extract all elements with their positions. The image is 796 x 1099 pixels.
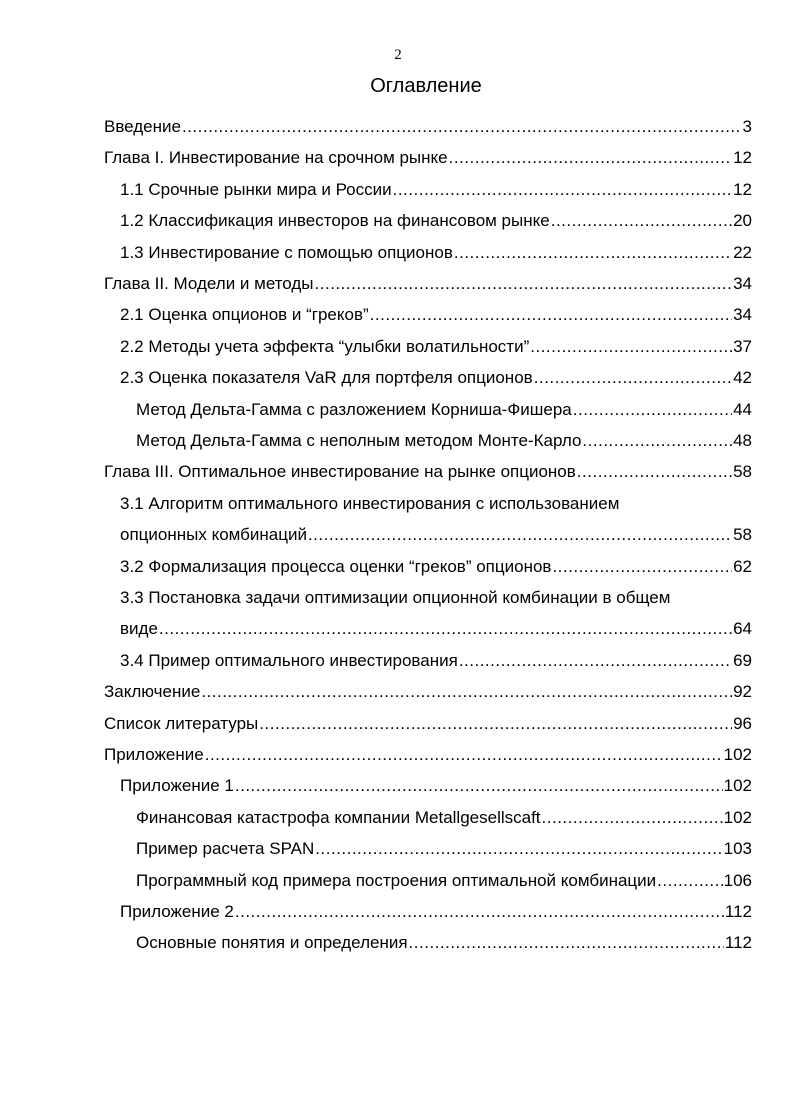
toc-entry-title: 2.2 Методы учета эффекта “улыбки волатильности” xyxy=(120,337,530,356)
toc-entry-title: 3.4 Пример оптимального инвестирования xyxy=(120,651,458,670)
toc-entry-page: 103 xyxy=(723,839,752,858)
toc-entry-page: 102 xyxy=(723,808,752,827)
toc-entry-title: 1.2 Классификация инвесторов на финансовом рынке xyxy=(120,211,550,230)
toc-entry[interactable] xyxy=(120,616,752,642)
toc-entry[interactable] xyxy=(104,145,752,171)
dot-leader xyxy=(552,554,732,580)
dot-leader xyxy=(542,805,723,831)
toc-entry-title: 3.1 Алгоритм оптимального инвестирования с использованием xyxy=(120,494,620,513)
toc-entry[interactable] xyxy=(120,334,752,360)
toc-entry-title: Глава II. Модели и методы xyxy=(104,274,314,293)
dot-leader xyxy=(530,334,732,360)
toc-entry-title: 2.3 Оценка показателя VaR для портфеля опционов xyxy=(120,368,533,387)
toc-entry-title: Приложение 1 xyxy=(120,776,234,795)
toc-entry-page: 34 xyxy=(733,305,752,324)
dot-leader xyxy=(657,868,722,894)
toc-entry-title: Метод Дельта-Гамма с разложением Корниша-Фишера xyxy=(136,400,572,419)
dot-leader xyxy=(577,459,732,485)
toc-entry[interactable] xyxy=(120,522,752,548)
toc-entry-page: 102 xyxy=(723,776,752,795)
toc-entry[interactable] xyxy=(136,868,752,894)
dot-leader xyxy=(393,177,732,203)
toc-entry-title: Список литературы xyxy=(104,714,259,733)
toc-entry[interactable] xyxy=(120,208,752,234)
toc-entry-title: Основные понятия и определения xyxy=(136,933,408,952)
toc-entry[interactable] xyxy=(120,899,752,925)
toc-entry-page: 69 xyxy=(733,651,752,670)
toc-entry[interactable] xyxy=(104,742,752,768)
toc-entry[interactable] xyxy=(120,648,752,674)
toc-entry-page: 44 xyxy=(733,400,752,419)
toc-entry-title: Приложение xyxy=(104,745,204,764)
toc-entry-title: Глава I. Инвестирование на срочном рынке xyxy=(104,148,448,167)
toc-entry-title: 3.2 Формализация процесса оценки “греков” опционов xyxy=(120,557,552,576)
toc-entry-title: опционных комбинаций xyxy=(120,525,307,544)
toc-entry[interactable] xyxy=(136,805,752,831)
dot-leader xyxy=(573,397,732,423)
toc-entry-page: 106 xyxy=(723,871,752,890)
toc-entry-title: 2.1 Оценка опционов и “греков” xyxy=(120,305,369,324)
toc-entry[interactable] xyxy=(120,773,752,799)
toc-entry-page: 102 xyxy=(723,745,752,764)
toc-entry-page: 92 xyxy=(733,682,752,701)
toc-entry-page: 58 xyxy=(733,525,752,544)
toc-entry-page: 48 xyxy=(733,431,752,450)
toc-entry-page: 58 xyxy=(733,462,752,481)
toc-entry[interactable] xyxy=(104,114,752,140)
dot-leader xyxy=(159,616,732,642)
dot-leader xyxy=(582,428,732,454)
dot-leader xyxy=(370,302,732,328)
toc-entry-page: 34 xyxy=(733,274,752,293)
toc-entry-page: 64 xyxy=(733,619,752,638)
toc-entry-title: 1.3 Инвестирование с помощью опционов xyxy=(120,243,453,262)
toc-entry[interactable] xyxy=(104,271,752,297)
toc-entry[interactable] xyxy=(136,428,752,454)
dot-leader xyxy=(308,522,732,548)
toc-title: Оглавление xyxy=(370,75,482,97)
toc-entry[interactable] xyxy=(120,491,752,517)
toc-entry-page: 42 xyxy=(733,368,752,387)
toc-entry[interactable] xyxy=(136,930,752,956)
toc-entry-page: 62 xyxy=(733,557,752,576)
toc-entry-title: Программный код примера построения оптимальной комбинации xyxy=(136,871,657,890)
toc-entry[interactable] xyxy=(120,365,752,391)
toc-entry-title: 3.3 Постановка задачи оптимизации опционной комбинации в общем xyxy=(120,588,671,607)
toc-entry-title: Приложение 2 xyxy=(120,902,234,921)
toc-entry-title: 1.1 Срочные рынки мира и России xyxy=(120,180,392,199)
dot-leader xyxy=(534,365,732,391)
dot-leader xyxy=(449,145,732,171)
toc-entry-page: 22 xyxy=(733,243,752,262)
dot-leader xyxy=(315,271,733,297)
toc-entry-page: 12 xyxy=(733,180,752,199)
toc-entry-page: 12 xyxy=(733,148,752,167)
toc-entry-page: 112 xyxy=(724,902,752,921)
toc-entry[interactable] xyxy=(120,240,752,266)
toc-entry-title: Метод Дельта-Гамма с неполным методом Монте-Карло xyxy=(136,431,582,450)
dot-leader xyxy=(235,773,723,799)
toc-entry-title: виде xyxy=(120,619,158,638)
dot-leader xyxy=(459,648,732,674)
toc-entry[interactable] xyxy=(120,302,752,328)
dot-leader xyxy=(201,679,732,705)
toc-entry[interactable] xyxy=(104,459,752,485)
toc-entry-title: Заключение xyxy=(104,682,201,701)
dot-leader xyxy=(409,930,724,956)
toc-entry-page: 37 xyxy=(733,337,752,356)
toc-entry-title: Введение xyxy=(104,117,181,136)
toc-entry[interactable] xyxy=(120,177,752,203)
toc-entry-page: 112 xyxy=(724,933,752,952)
toc-entry[interactable] xyxy=(136,397,752,423)
toc-entry[interactable] xyxy=(104,679,752,705)
toc-entry[interactable] xyxy=(120,554,752,580)
dot-leader xyxy=(315,836,722,862)
toc-entry[interactable] xyxy=(136,836,752,862)
toc-entry-page: 3 xyxy=(742,117,752,136)
page-number: 2 xyxy=(394,47,402,63)
toc-entry[interactable] xyxy=(120,585,752,611)
toc-entry-title: Финансовая катастрофа компании Metallgesellscaft xyxy=(136,808,541,827)
dot-leader xyxy=(182,114,742,140)
toc-entry-page: 20 xyxy=(733,211,752,230)
dot-leader xyxy=(454,240,732,266)
dot-leader xyxy=(235,899,724,925)
dot-leader xyxy=(205,742,723,768)
dot-leader xyxy=(259,711,732,737)
toc-entry-page: 96 xyxy=(733,714,752,733)
toc-entry-title: Пример расчета SPAN xyxy=(136,839,315,858)
dot-leader xyxy=(551,208,732,234)
toc-entry-title: Глава III. Оптимальное инвестирование на рынке опционов xyxy=(104,462,576,481)
toc-entry[interactable] xyxy=(104,711,752,737)
